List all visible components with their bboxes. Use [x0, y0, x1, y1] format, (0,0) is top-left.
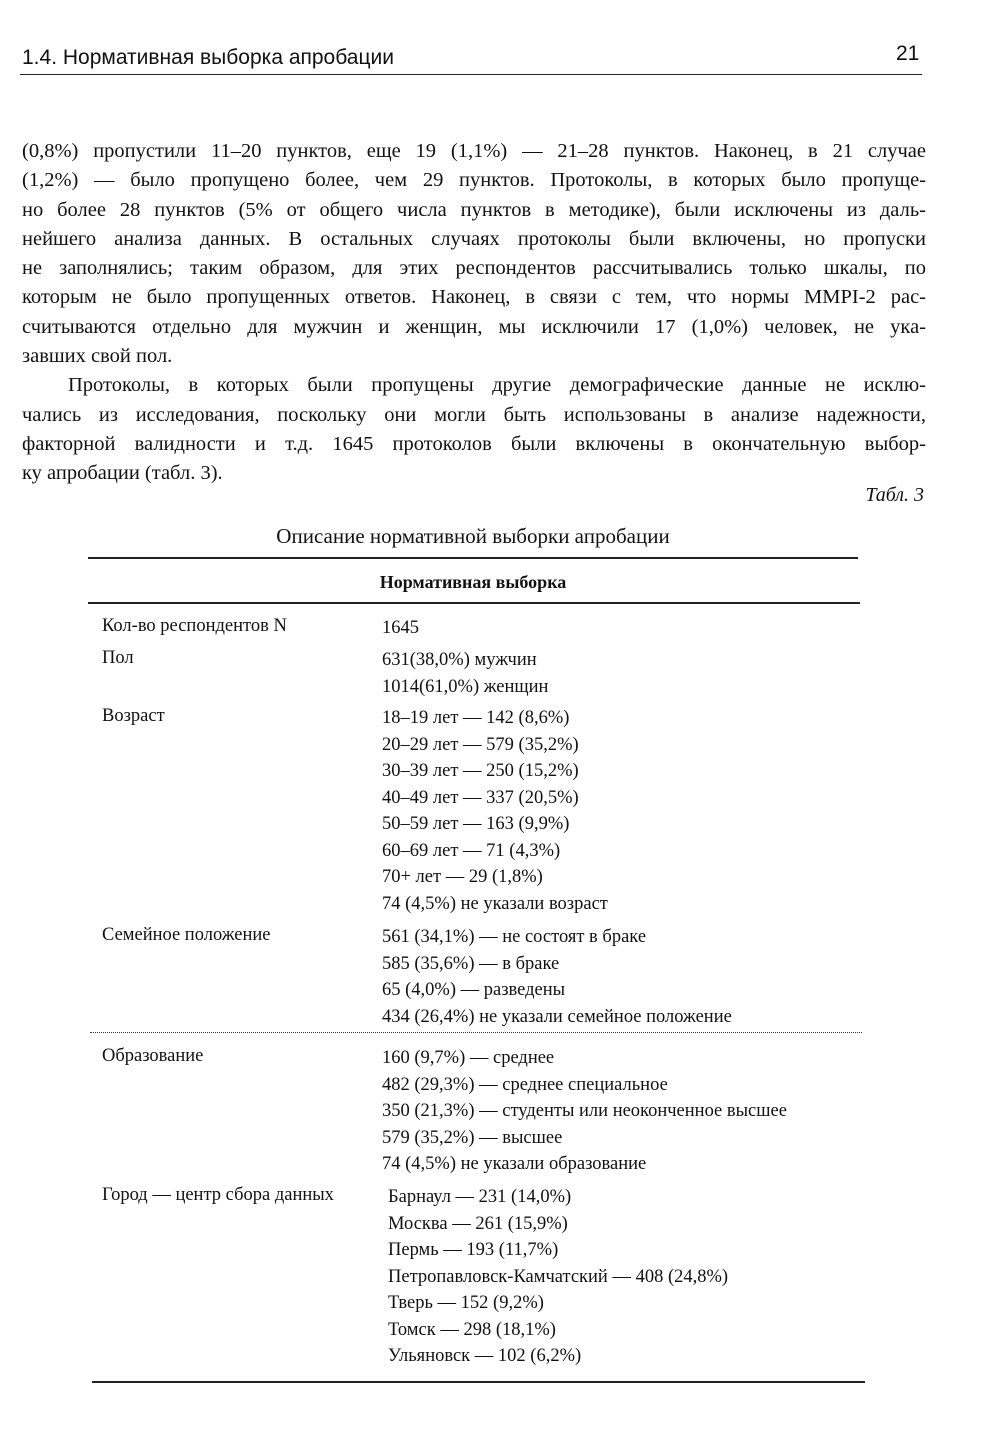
- row-values: [382, 647, 548, 700]
- text-line: ку апробации (табл. 3).: [22, 462, 223, 485]
- table-header-rule: [88, 602, 860, 604]
- table-bottom-rule: [92, 1381, 865, 1383]
- header-rule: [20, 74, 922, 75]
- row-value: Томск — 298 (18,1%): [388, 1319, 556, 1340]
- row-value: Москва — 261 (15,9%): [388, 1213, 568, 1234]
- text-line: нейшего анализа данных. В остальных случаях протоколы были включены, но пропуски: [22, 227, 926, 250]
- row-value: Ульяновск — 102 (6,2%): [388, 1346, 582, 1366]
- row-value: Петропавловск-Камчатский — 408 (24,8%): [388, 1266, 729, 1287]
- running-header: 1.4. Нормативная выборка апробации: [22, 46, 394, 69]
- row-value: 585 (35,6%) — в браке: [382, 953, 560, 974]
- table-top-rule: [88, 557, 858, 559]
- row-value: 434 (26,4%) не указали семейное положение: [382, 1006, 732, 1027]
- row-value: 18–19 лет — 142 (8,6%): [382, 708, 570, 728]
- row-value: 1014(61,0%) женщин: [382, 676, 549, 697]
- row-values: [388, 1184, 728, 1370]
- paragraph: [22, 371, 926, 488]
- row-value: Барнаул — 231 (14,0%): [388, 1187, 572, 1207]
- row-values: [382, 615, 419, 642]
- row-label: Кол-во респондентов N: [102, 616, 287, 636]
- row-value: 561 (34,1%) — не состоят в браке: [382, 927, 647, 947]
- row-value: 482 (29,3%) — среднее специальное: [382, 1074, 668, 1095]
- row-values: [382, 705, 608, 917]
- text-line: (0,8%) пропустили 11–20 пунктов, еще 19 (1,1%) — 21–28 пунктов. Наконец, в 21 случае: [22, 140, 926, 162]
- table-dotted-divider: [90, 1032, 862, 1033]
- row-value: 74 (4,5%) не указали возраст: [382, 893, 608, 914]
- text-line: считываются отдельно для мужчин и женщин, мы исключили 17 (1,0%) человек, не ука-: [22, 315, 926, 338]
- row-value: 40–49 лет — 337 (20,5%): [382, 787, 579, 808]
- row-value: 60–69 лет — 71 (4,3%): [382, 840, 561, 861]
- text-line: завших свой пол.: [22, 345, 173, 368]
- row-value: 74 (4,5%) не указали образование: [382, 1154, 647, 1174]
- row-value: 631(38,0%) мужчин: [382, 650, 537, 670]
- row-value: 70+ лет — 29 (1,8%): [382, 867, 543, 887]
- row-label: Образование: [102, 1046, 204, 1066]
- table-title: Описание нормативной выборки апробации: [276, 524, 670, 548]
- row-value: 350 (21,3%) — студенты или неоконченное высшее: [382, 1101, 787, 1121]
- row-value: Пермь — 193 (11,7%): [388, 1240, 559, 1260]
- text-line: которым не было пропущенных ответов. Наконец, в связи с тем, что нормы MMPI-2 рас-: [22, 286, 926, 309]
- row-label: Семейное положение: [102, 925, 271, 945]
- text-line: чались из исследования, поскольку они могли быть использованы в анализе надежности,: [22, 403, 926, 426]
- row-label: Возраст: [102, 706, 165, 726]
- row-value: 30–39 лет — 250 (15,2%): [382, 761, 579, 781]
- row-values: [382, 924, 732, 1030]
- text-line: не заполнялись; таким образом, для этих респондентов рассчитывались только шкалы, по: [22, 257, 926, 280]
- row-value: 65 (4,0%) — разведены: [382, 980, 566, 1000]
- text-line: но более 28 пунктов (5% от общего числа пунктов в методике), были исключены из даль-: [22, 198, 926, 221]
- table-label: Табл. 3: [865, 484, 924, 506]
- row-value: Тверь — 152 (9,2%): [388, 1293, 544, 1313]
- row-value: 1645: [382, 618, 419, 638]
- paragraph: [22, 137, 926, 371]
- row-values: [382, 1045, 787, 1178]
- row-value: 160 (9,7%) — среднее: [382, 1048, 555, 1068]
- body-text: [22, 137, 926, 489]
- row-label: Город — центр сбора данных: [102, 1185, 334, 1205]
- text-line: факторной валидности и т.д. 1645 протоколов были включены в окончательную выбор-: [22, 432, 926, 455]
- table-column-header: Нормативная выборка: [379, 572, 567, 592]
- row-label: Пол: [102, 648, 134, 668]
- row-value: 50–59 лет — 163 (9,9%): [382, 814, 570, 834]
- text-line: Протоколы, в которых были пропущены другие демографические данные не исклю-: [68, 374, 926, 397]
- text-line: (1,2%) — было пропущено более, чем 29 пунктов. Протоколы, в которых было пропуще-: [22, 169, 926, 192]
- page-number: 21: [896, 42, 920, 65]
- row-value: 20–29 лет — 579 (35,2%): [382, 734, 579, 755]
- row-value: 579 (35,2%) — высшее: [382, 1127, 563, 1148]
